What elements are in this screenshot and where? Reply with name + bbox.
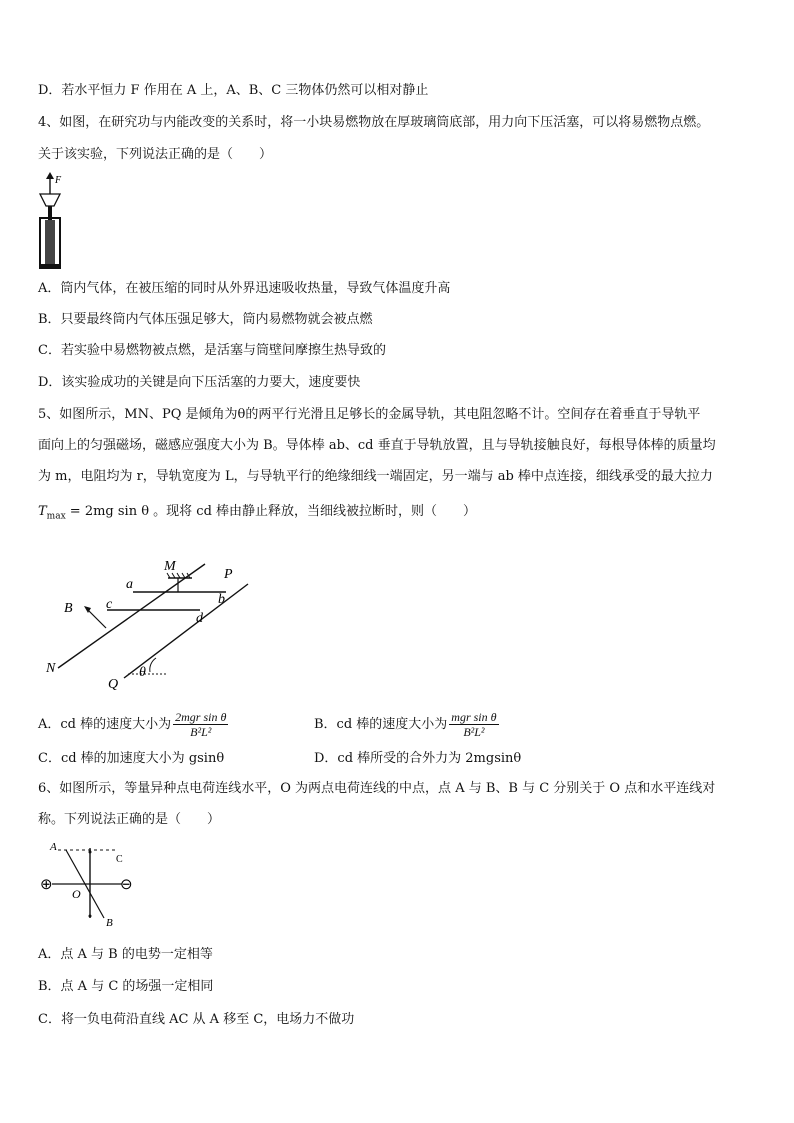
- q4-option-c: C．若实验中易燃物被点燃，是活塞与筒壁间摩擦生热导致的: [38, 343, 386, 358]
- q6-option-b: B．点 A 与 C 的场强一定相同: [38, 979, 214, 994]
- q6-option-c: C．将一负电荷沿直线 AC 从 A 移至 C，电场力不做功: [38, 1012, 355, 1027]
- q5-stem-line4: [38, 503, 476, 526]
- label-field-b: B: [64, 601, 73, 616]
- tmax-symbol: T: [38, 504, 47, 519]
- q5-option-a-fraction: [173, 710, 228, 739]
- fraction-denominator: B²L²: [190, 725, 212, 739]
- q5-option-c: C．cd 棒的加速度大小为 gsinθ: [38, 751, 225, 766]
- fraction-numerator: mgr sin θ: [451, 710, 497, 724]
- tube-inner: [45, 220, 55, 264]
- label-q: Q: [108, 677, 119, 692]
- label-m: M: [164, 559, 176, 574]
- positive-charge-icon: ⊕: [40, 877, 53, 893]
- theta-arc: [150, 658, 156, 672]
- label-a: A: [50, 841, 57, 853]
- q5-option-b-fraction: [449, 710, 498, 739]
- q5-stem-line1: 5、如图所示，MN、PQ 是倾角为θ的两平行光滑且足够长的金属导轨，其电阻忽略不计。空间存在着垂直于导轨平: [38, 407, 701, 422]
- label-o: O: [72, 887, 81, 901]
- q4-option-a: A．筒内气体，在被压缩的同时从外界迅速吸收热量，导致气体温度升高: [38, 281, 451, 296]
- q5-option-b: [314, 710, 499, 739]
- label-p: P: [224, 567, 233, 582]
- q5-stem-line2: 面向上的匀强磁场，磁感应强度大小为 B。导体棒 ab、cd 垂直于导轨放置，且与导轨接触良好，每根导体棒的质量均: [38, 438, 716, 453]
- q5-option-a: [38, 710, 228, 739]
- label-c: C: [116, 854, 123, 865]
- q6-stem-line1: 6、如图所示，等量异种点电荷连线水平，O 为两点电荷连线的中点，点 A 与 B、B 与 C 分别关于 O 点和水平连线对: [38, 781, 716, 796]
- q5-figure-rails: [40, 556, 260, 696]
- q4-stem-line2: 关于该实验，下列说法正确的是（ ）: [38, 147, 273, 162]
- fraction-numerator: 2mgr sin θ: [175, 710, 227, 724]
- negative-charge-icon: ⊖: [120, 877, 133, 893]
- q5-stem-line3: 为 m，电阻均为 r，导轨宽度为 L，与导轨平行的绝缘细线一端固定，另一端与 ab 棒中点连接，细线承受的最大拉力: [38, 469, 713, 484]
- tmax-subscript: max: [46, 511, 66, 522]
- label-c: c: [106, 597, 113, 612]
- fig1-label-f: F: [55, 175, 62, 186]
- q5-option-d: D．cd 棒所受的合外力为 2mgsinθ: [314, 751, 522, 766]
- q6-figure-charges: [38, 838, 148, 930]
- tube-base: [40, 264, 60, 269]
- q4-option-b: B．只要最终筒内气体压强足够大，筒内易燃物就会被点燃: [38, 312, 373, 327]
- label-b: b: [218, 592, 225, 607]
- point-b: [89, 915, 92, 918]
- piston-handle: [40, 194, 60, 206]
- q4-figure-glass-tube: [34, 172, 74, 270]
- fraction-denominator: B²L²: [463, 725, 485, 739]
- force-arrow-head: [46, 172, 54, 179]
- label-theta: θ: [139, 665, 146, 680]
- q4-option-d: D．该实验成功的关键是向下压活塞的力要大，速度要快: [38, 375, 361, 390]
- q6-stem-line2: 称。下列说法正确的是（ ）: [38, 812, 221, 827]
- q3-option-d: D．若水平恒力 F 作用在 A 上，A、B、C 三物体仍然可以相对静止: [38, 83, 429, 98]
- point-c: [89, 851, 92, 854]
- label-b: B: [106, 917, 113, 929]
- q4-stem-line1: 4、如图，在研究功与内能改变的关系时，将一小块易燃物放在厚玻璃筒底部，用力向下压活塞，可以将易燃物点燃。: [38, 115, 710, 130]
- q5-option-a-text: A．cd 棒的速度大小为: [38, 717, 172, 732]
- label-d: d: [196, 611, 203, 626]
- rail-pq: [124, 584, 248, 678]
- q5-stem-line4-rest: = 2mg sin θ 。现将 cd 棒由静止释放，当细线被拉断时，则（ ）: [65, 504, 477, 519]
- q5-option-b-text: B．cd 棒的速度大小为: [314, 717, 448, 732]
- q6-option-a: A．点 A 与 B 的电势一定相等: [38, 947, 213, 962]
- label-a: a: [126, 577, 133, 592]
- label-n: N: [46, 661, 56, 676]
